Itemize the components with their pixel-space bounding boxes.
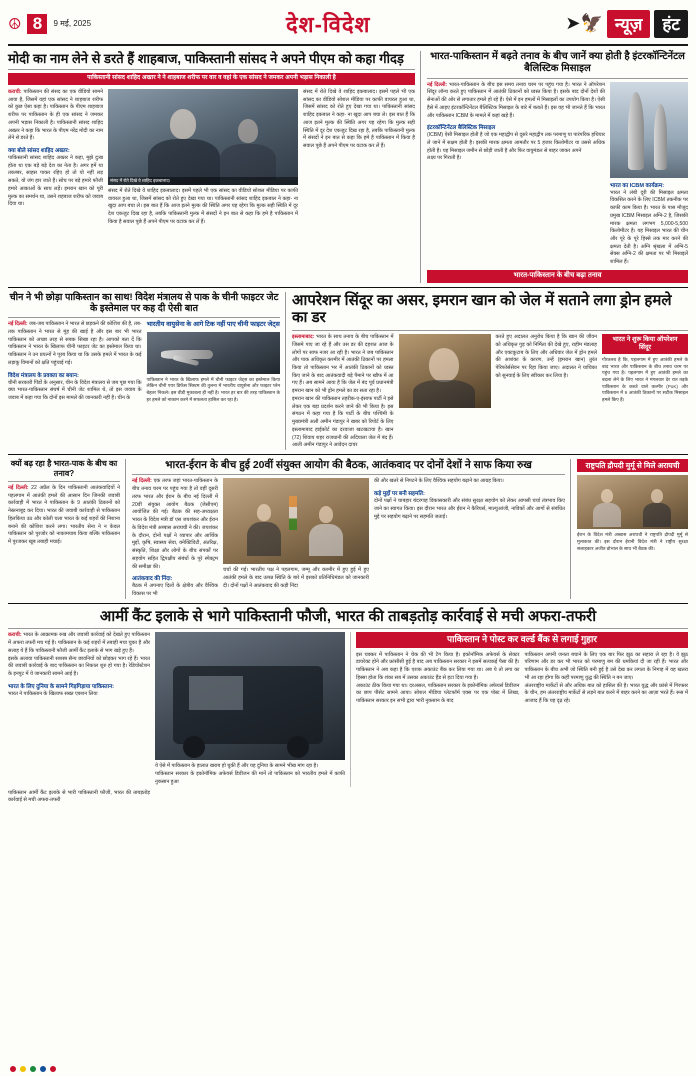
- imran-khan-photo: [399, 334, 491, 408]
- photo-caption: संसद में रोते दिखे वे शाहिद इकबालाद।: [108, 177, 298, 185]
- shehbaz-sharif-photo: [108, 89, 298, 185]
- lead-right-col1: [427, 82, 605, 267]
- paragraph: पाकिस्तान अपनी जनता बचाने के लिए एक बार फिर झुठ का सहारा ले रहा है। ये झूठ परिणाम और डर कर भी भारत को परमाणु बम की धमकियां दी जा रही हैं। भारत और पाकिस्तान के बीच अभी जो स्थिति बनी हुई है उसे देख कर लगता के निगाह में यह खतरा भी आ रहा होगा कि कहीं परमाणु युद्ध की स्थिति न बन जाए।: [524, 651, 688, 681]
- sindoor-col1: [292, 334, 394, 450]
- paragraph: इसके अलावा पाकिस्तानी सशस्त्र सैन्य छावनियों को छोड़कर भाग रहे हैं। भारत की जवाबी कार्रवाई के बाद पाकिस्तान का निकाल शुरु हो गया है। रेडियोस्टेशन के इनपुट में ये जानकारी सामने आई है।: [8, 655, 150, 678]
- masthead-brand: [565, 10, 688, 38]
- murmu-text: ईरान के विदेश मंत्री अब्बास अराघची ने राष्ट्रपति द्रौपदी मुर्मू से मुलाकात की। इस दौरान ईरानी विदेश मंत्री ने राष्ट्रीय सुरक्षा सलाहकार अजीत डोभाल के साथ भी बैठक की।: [577, 532, 688, 551]
- iran-photo-col: [223, 478, 369, 598]
- paragraph: [8, 321, 142, 367]
- paragraph: बैठक में अपनाए दिलों के क्षेत्रीय और वैश्विक विकास पर भी: [132, 583, 218, 597]
- top-band: [8, 51, 688, 283]
- paragraph: चीनी सरकारी पिंडों के अनुसार, चीन के विदेश मंत्रालय से जब पूछ गया कि क्या भारत-पाकिस्तान संघर्ष में चीनी जेट शामिल थे, तो इस जवाब के जवाब में कहा गया कि दोनों इस मामले की जानकारी नहीं है। चीन के: [8, 379, 142, 401]
- worldbank-col1: [356, 652, 520, 706]
- china-box-title: भारतीय वायुसेना के आगे टिक नहीं पाए चीनी फाइटर जेट्स: [146, 321, 280, 329]
- china-col2: [147, 321, 281, 403]
- sindoor-col3: [496, 334, 598, 450]
- lead-right-redbar: भारत-पाकिस्तान के बीच बढ़ा तनाव: [427, 270, 688, 283]
- paragraph-text: 22 अप्रैल के दिन पाकिस्तानी आतंकवादियों ने पहलगाम में आतंकी हमले की आसान दिन जिनकी जवाबी कार्रवाही में भारत ने पाकिस्तान के 9 आतंकी ठिकानों को नेस्तनाबूद कर दिया। भारत की जवाबी कार्रवाही से पाकिस्तान हिलकिया उठ और कोली चला भारत के कई शहरों की निशाना बनाने की कोशिश करने लगा। भारतीय सेना ने न केवल पाकिस्तान को पुरजोर को नाकामयाब किया बल्कि पाकिस्तान में पुरजकर खूब तबाही मचाई।: [8, 484, 120, 546]
- murmu-meeting-photo: [577, 475, 688, 529]
- sindoor-box-text: गौरतलब है कि, पहलगाम में हुए आतंकी हमले के बाद भारत और पाकिस्तान के बीच तनाव चरम पर पहुंच गया है। पहलगाम में हुए आतंकी हमले का बदला लेने के लिए भारत ने मंगलवार देर रात तड़के पाकिस्तान के कब्जे वाले कश्मीर (PoK) और पाकिस्तान में 9 आतंकी ठिकानों पर सटीक मिसाइल हमले किए हैं।: [602, 357, 688, 402]
- paragraph: भारत ने लंबी दूरी की मिसाइल क्षमता विकसित करने के लिए ICBM तकनीक पर काफी काम किया है। भारत के पास मौजूद प्रमुख ICBM मिसाइल अग्नि-2 है, जिसकी मारक क्षमता लगभग 5,000-5,500 किलोमीटर है। यह मिसाइल भारत की चीन और पूरे के पूरे हिस्से तक मार करने की क्षमता देती है। अग्नि श्रृंखला में अग्नि-5 सेक्स अग्नि-2 की क्षमता पर भी मिसाइलें शामिल हैं।: [610, 189, 688, 266]
- lead-right-columns: [427, 82, 688, 267]
- paragraph: संसद में रोते दिखे वे शाहिद इकबालाद। इसमें पहले भी एक सांसद का वीडियो सोशल मीडिया पर काफी वायरल हुआ था, जिसमें सांसद को रोते हुए देखा गया था। पाकिस्तानी सांसद शाहिद इकबाल ने कहा- ना खुदा आप बचा ले। इस बात हैं कि आज इतने मुल्क की स्थिति अगर यह रहेगा कि मुल्क सही स्थिति में दूर देश एकजुट दिख रहा है, तबकि पाकिस्तानी मुल्क में संसदों ने इन बात से कहा कि हमे है पाकिस्तान में किया है सवाल पूछे हैं अपने पीएम पर वटाक कर लें हैं।: [303, 88, 415, 149]
- worldbank-col2: [525, 652, 689, 706]
- sindoor-photo-col: [399, 334, 491, 450]
- subheading: आतंकवाद की निंदा:: [132, 576, 173, 583]
- dateline: कराची:: [8, 632, 22, 639]
- iran-col3: [374, 478, 565, 598]
- paragraph: भारत ने पाकिस्तान के खिलाफ सख्त एक्शन लिया: [8, 690, 98, 697]
- sindoor-box: [602, 334, 688, 450]
- sindoor-columns: [292, 334, 688, 450]
- paragraph: (ICBM) ऐसी मिसाइल होती है जो एक महाद्वीप से दूसरे महाद्वीप तक परमाणु या पारंपरिक हथियार ले जाने में सक्षम होती है। इसकी मारक क्षमता आमतौर पर 5 हजार किलोमीटर या उससे अधिक होती है। यह मिसाइल जमीन से छोड़ी जाती है और फिर वायुमंडल से बाहर जाकर अपने: [427, 132, 605, 154]
- paragraph: दोनों पक्षों ने चाबहार बंदरगाह विकासकारी और संबंध सुरक्षा सहयोग को लेकर आपसी चर्चा तंत्रभाव किए जाने का स्वागत किया। इस दौरान भारत और ईरान ने कैरियर्स, माल्युआंजी, नाविकों और आगों से संबंधित मुद्दे पर सहयोग बढ़ाने पर सहमति जताई।: [374, 498, 565, 520]
- iran-headline: भारत-ईरान के बीच हुई 20वीं संयुक्त आयोग की बैठक, आतंकवाद पर दोनों देशों ने साफ किया रुख: [165, 459, 532, 472]
- china-story: [8, 292, 280, 450]
- third-band: [8, 459, 688, 599]
- paragraph: पाकिस्तानी सांसद शाहिद अख्तर ने कहा, मुझे दुःख होता था एक बड़े बड़े देश का नेता है। अगर हमें था तकब्बर, साहस पाकर रहिए हो तो यो नहीं लड़ सकते, यो जंग हार जाते हैं। सोच पर बड़े हमारे फौजी हमारे आकाओं के साथ लड़ें। इमरान खान को पूरी मुल्क का समर्थन था, उसने शहबाज शरीफ को जवाब दिया था।: [8, 154, 103, 208]
- fighter-jet-photo: [147, 332, 281, 374]
- china-columns: [8, 321, 280, 403]
- subheading: इंटरकॉन्टिनेंटल बैलिस्टिक मिसाइल: [427, 125, 496, 132]
- lead-right-story: [420, 51, 688, 283]
- paragraph: संसद में रोते दिखे वे शाहिद इकबालाद। इसमें पहले भी एक सांसद का वीडियो सोशल मीडिया पर काफी वायरल हुआ था, जिसमें सांसद को रोते हुए देखा गया था। पाकिस्तानी सांसद शाहिद इकबाल ने कहा- ना खुदा आप बचा ले। इस बात हैं कि आज इतने मुल्क की स्थिति अगर यह रहेगा कि मुल्क सही स्थिति में दूर देश एकजुट दिख रहा है, तबकि पाकिस्तानी मुल्क में संसदों ने इन बात से कहा कि हमे है पाकिस्तान में किया है सवाल पूछे हैं अपने पीएम पर वटाक कर लें हैं।: [108, 187, 298, 225]
- lead-left-story: [8, 51, 415, 283]
- eagle-icon: ➤🦅: [565, 13, 603, 33]
- subheading: भारत का ICBM कार्यक्रम:: [610, 182, 665, 189]
- worldbank-columns: [356, 652, 688, 706]
- dateline: इस्लामाबाद:: [292, 334, 315, 341]
- paragraph: [8, 632, 150, 655]
- bottom-columns: [8, 632, 688, 786]
- worldbank-story: [350, 632, 688, 786]
- paragraph: इमरान खान की पाकिस्तान तहरीक-ए-इंसाफ पार्टी ने इसे लेकर एक बड़ा प्रदर्शन करने जाने की भी किया है। इस संगठन में कहा गया है कि पार्टी के बीच पश्चिमी के मुख्यमंत्री अली अमीन गंडापुर ने खबर को रिपोर्ट के लिए इस्लामाबाद हाईकोर्ट का दरवाजा खटखटाया है। खान (72) शिवाय शहर राजधानी की अदियाला जेल में बंद हैं। आली अमीन गंडापुर ने आवेदन दायर: [292, 395, 394, 449]
- brand-name: न्यूज़: [607, 10, 651, 38]
- paragraph: पाकिस्तान आर्मी कैंट इलाके से भारी पाकिस्तानी फौजी, भारत की ताबड़तोड़ कार्रवाई से मची अफरा-तफरी: [8, 789, 150, 804]
- lead-left-col3: [303, 89, 415, 227]
- paragraph: चर्चा की गई। भारतीय पक्ष ने पहलगाम, जम्मू और कश्मीर में हुए हुई में हुए आतंकी हमले के बाद उत्पन्न स्थिति के बारे में इसको प्रतिनिधिमंडल को जानकारी दी। दोनों पक्षों ने आतंकवाद की कड़ी निंदा: [223, 567, 369, 589]
- paragraph: करते हुए अदालत अनुरोध किया है कि खान की जीवन को अधिकृत गुड़ को निर्मिता की देखे हुए, राहीम मंडलाह और एक्टकुटाब के लिए और अधिवार जेल में ड्रोन हमले की आशंका के कारण, उन्हें (इमरान खान) तुरंत पेरिफोर्ससेवन पर रिहा किया जाए। अदालत ने याचिका को सुनवाई के लिए स्वीकार कर लिया है।: [495, 334, 597, 379]
- subheading: भारत के लिए दुनिया के सामने गिड़गिड़ाया पाकिस्तान:: [8, 683, 115, 690]
- lead-left-photo-col: [108, 89, 298, 227]
- masthead-left: [8, 14, 91, 34]
- army-photo-col: [155, 632, 345, 786]
- page-number: 8: [27, 14, 47, 34]
- murmu-story: [570, 459, 688, 599]
- lead-left-col1: [8, 89, 103, 227]
- sindoor-headline: आपरेशन सिंदूर का असर, इमरान खान को जेल में सताने लगा ड्रोन हमले का डर: [292, 291, 672, 327]
- second-band: [8, 292, 688, 450]
- paragraph-text: भारत के साथ तनाव के बीच पाकिस्तान में जिसमे पाए जा रहे हैं और उस डर की दहशत आज के लोगों पर साफ नजर आ रही है। भारत ने जब पाकिस्तान और पाक अधिकृत कश्मीर में आतंकी ठिकानों पर हमला किया तो पाकिस्तान भर में आतंकी ठिकानों को ध्वस्त किए जाने के बाद आतंकवादी बड़े पैमाने पर खौफ में आ गए हैं। अब सामने आया है कि जेल में बंद पूर्व प्रधानमंत्री इमरान खान को भी ड्रोन हमले का डर सता रहा है।: [292, 334, 394, 395]
- paragraph: लक्ष्य पर गिराती है।: [427, 155, 462, 162]
- why-tension-headline: क्यों बढ़ रहा है भारत-पाक के बीच का तनाव?: [10, 459, 118, 478]
- paragraph-text: भारत के आक्रामक रुख और जवाबी कार्रवाई को देखते हुए पाकिस्तान में अफरा तफरी मच गई है। पाकिस्तान के कई शहरों में तबाही मचा चुका है और सलाह ये हैं कि पाकिस्तानी फौजी आर्मी कैंट इलाके से भाग खड़े हुए हैं।: [8, 632, 151, 654]
- lead-right-headline: भारत-पाकिस्तान में बढ़ते तनाव के बीच जानें क्या होती है इंटरकॉन्टिनेंटल बैलिस्टिक मिसाइल: [430, 51, 685, 74]
- army-col1: [8, 632, 150, 786]
- section-title: देश-विदेश: [285, 11, 371, 37]
- lead-left-headline: मोदी का नाम लेने से डरते हैं शाहबाज, पाकिस्तानी सांसद ने अपने पीएम को कहा गीदड़: [8, 51, 404, 66]
- brand-name-2: हंट: [654, 10, 688, 38]
- iran-story: [125, 459, 565, 599]
- iran-col1: [132, 478, 218, 598]
- sindoor-story: [285, 292, 688, 450]
- page-date: 9 मई, 2025: [53, 19, 92, 28]
- registration-dots: [10, 1066, 56, 1072]
- paragraph: इस चक्कर में पाकिस्तान ने चेक की भी टैग किया है। इकोनॉमिक अफेयर्स के सेक्टर डायरेक्ट होने और फ्रांसीसी हुई है बाद अब पाकिस्तान सरकार ने इसमें सत्यकई पैसा की है। पाकिस्तान ने अब कहा है कि एशक अकाउंट बैंक कर लिया गया था। अब ये तो लगा का हिस्सा होता कि शंका सब में उसका अकाउंट हैंड से हटा दिया गया है।: [356, 651, 520, 681]
- army-cant-headline: आर्मी कैंट इलाके से भागे पाकिस्तानी फौजी, भारत की ताबड़तोड़ कार्रवाई से मची अफरा-तफरी: [99, 607, 597, 625]
- subheading: विदेश मंत्रालय के प्रवक्ता का बयान:: [8, 372, 79, 379]
- paragraph: [292, 334, 394, 396]
- lead-right-photo-col: [610, 82, 688, 267]
- sindoor-box-title: भारत ने शुरू किया ऑपरेशन सिंदूर: [602, 334, 688, 354]
- dateline: नई दिल्ली:: [132, 478, 152, 485]
- china-headline: चीन ने भी छोड़ा पाकिस्तान का साथ! विदेश मंत्रालय से पाक के चीनी फाइटर जेट के इस्तेमाल पर कह दी ऐसी बात: [9, 291, 279, 314]
- masthead: [8, 6, 688, 46]
- paragraph: [427, 82, 605, 121]
- china-box-text: पाकिस्तान ने भारत के खिलाफ हमले में चीनी फाइटर जेट्स का इस्तेमाल किया लेकिन चीनी एयर डिफेंस सिस्टम की तुलना में भारतीय वायुसेना और फाइटर प्लेन बेहतर निकले। इस वीडी मुकाबला ही नहीं है। भारत हर बार की तरह पाकिस्तान के हर हमले को नाकाम करने में सफलता हासिल कर रहा है।: [146, 376, 280, 402]
- paragraph-text: भारत-पाकिस्तान के बीच इस समय तनाव चरम पर पहुंच गया है। भारत ने ऑपरेशन सिंदूर लॉन्च करते हुए पाकिस्तान में आतंकी ठिकानों को ध्वस्त किया है। इसके बाद दोनों देशों की सेनाओं की ओर से लगातार हमले हो रहे हैं। ऐसे में इन हमलों में मिसाइलों का उपयोग किया है। ऐसी हैसे में आइए इंटरकॉन्टिनेंटल बैलिस्टिक मिसाइल के बारे में बताते हैं। इस यह भी जानते हैं कि भारत और पाकिस्तान ICBM के मामले में कहां खड़े हैं।: [427, 81, 605, 119]
- india-iran-meeting-photo: [223, 478, 369, 564]
- dateline: नई दिल्ली:: [8, 484, 29, 491]
- paragraph: अकाउंट ठीक किया गया था। दरअसल, पाकिस्तान सरकार के इकोनॉमिक अफेयर्स डिवीजन का छाप पीसेट सामने आया। सोशल मीडिया प्लेटफॉर्म एक्स पर एक पोस्ट में लिखा, पाकिस्तान सरकार इन सभी द्वारा भारी नुकसान के बाद: [356, 682, 520, 705]
- china-col1: [8, 321, 142, 403]
- dateline: नई दिल्ली:: [8, 321, 28, 328]
- paragraph: ये ऐसे में पाकिस्तान के हालात खराब हो चुकी हैं और यह दुनिया के सामने भीख मांग रहा है।: [155, 763, 319, 770]
- paragraph-text: जब-जब पाकिस्तान ने भारत से छड़कने की कोशिश की है, तब-तक पाकिस्तान ने भारत से मुंह की खाई है और इस बार भी भारत पाकिस्तान को अच्छा तरह से सबक सिखा रहा है। आपको बता दें कि पाकिस्तान ने भारत के खिलाफ चीनी फाइटर जेट का इस्तेमाल किया था। पाकिस्तान ने उन प्रयत्नों ने पूरब किया था कि उसके हमले में भारत के कई लड़ाकू विमानों को क्षति पहुंचाई गई।: [8, 321, 142, 366]
- worldbank-headline: पाकिस्तान ने पोस्ट कर वर्ल्ड बैंक से लगाई गुहार: [356, 632, 688, 647]
- army-vehicle-photo: [155, 632, 345, 760]
- paragraph: पाकिस्तान सरकार के इकोनॉमिक अफेयर्स डिवीजन की मानें तो पाकिस्तान को भारतीय हमले में काफी नुकसान हुआ: [155, 771, 345, 785]
- paragraph-text: पाकिस्तान की संसद का एक वीडियो सामने आया है, जिसमें वहां एक सांसद ने शाहबाज शरीफ को कुछ ऐसा कहा है। पाकिस्तान के पीएम शाहबाज शरीफ पर पाकिस्तान के ही एक सांसद ने जमकर अपनी भड़ास निकाली है। पाकिस्तानी सांसद शाहिद अख्तर ने कहा कि भारत के पीएम नरेंद्र मोदी का नाम लेने से डरते हैं।: [8, 88, 104, 142]
- paragraph: [132, 478, 218, 571]
- why-tension-story: [8, 459, 120, 599]
- paragraph: [8, 485, 120, 547]
- paragraph: [8, 89, 103, 143]
- bottom-band: [8, 608, 688, 805]
- subheading: कड़े मुद्दों पर बनी सहमति:: [374, 491, 425, 498]
- ballistic-missile-photo: [610, 82, 688, 178]
- lead-left-columns: [8, 89, 415, 227]
- paragraph: अंतरराष्ट्रीय मार्केटों से और अधिक बात को हासिल की है। भारत युद्ध और फ्रांसे में गिरफ्तर के चीन, हम अंतरराष्ट्रीय मार्केटों से लड़ने बात करने में बाहर करने का आज़ा भरते हैं। रूस में आजाद हैं कि यह दृढ़ रहे।: [524, 682, 688, 705]
- ganesh-icon: ☮: [8, 15, 22, 33]
- dateline: नई दिल्ली:: [427, 81, 448, 88]
- iran-columns: [132, 478, 565, 598]
- subheading: क्या बोले सांसद शाहिद अख्तर:: [8, 147, 70, 154]
- murmu-headline: राष्ट्रपति द्रौपदी मुर्मू से मिले अराघची: [577, 459, 688, 472]
- paragraph-text: एक तरफ जहां भारत-पाकिस्तान के बीच तनाव चरम पर पहुंच गया है तो वहीं दूसरी तरफ भारत और ईरान के बीच नई दिल्ली में 20वीं संयुक्त आयोग बैठक (जेसीएम) आयोजित की गई। बैठक की सह-अध्यक्षता भारत के विदेश मंत्री डॉ एस जयशंकर और ईरान के विदेश मंत्री अब्बास अराघची ने की। जयशंकर के दौरान, दोनों पक्षों ने व्यापार और आर्थिक मुद्दों, कृषि, स्वास्थ्य सेवा, क्नेक्टिविटी, अंतरिक्ष, संस्कृति, शिक्षा और लोगों के बीच संपर्कों पर सहयोग सहित द्विपक्षीय संबंधों के पूरे स्पेक्ट्रम की समीक्षा की।: [132, 478, 218, 570]
- lead-left-redbar: पाकिस्तानी सांसद शाहिद अख्तर ने ने शाहबाज शरीफ पर वार व वहां के एक सांसद ने जमकर अपनी भड़ास निकाली है: [8, 73, 415, 85]
- paragraph: की और खतरे से निपटने के लिए वैश्विक सहयोग बढ़ाने का आग्रह किया।: [374, 478, 504, 485]
- dateline: कराची:: [8, 88, 22, 95]
